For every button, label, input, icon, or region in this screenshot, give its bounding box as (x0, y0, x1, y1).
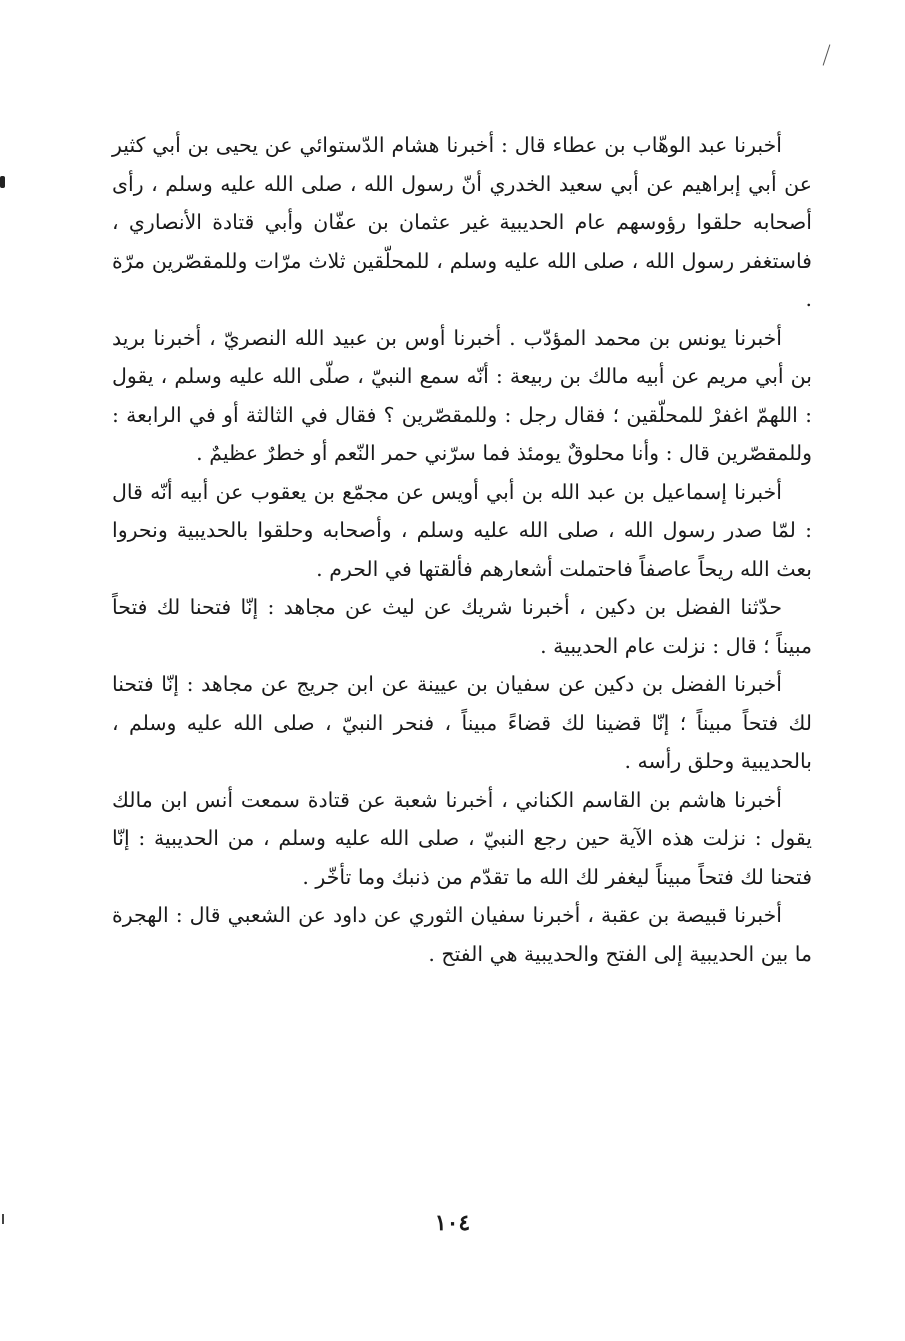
paragraph: أخبرنا الفضل بن دكين عن سفيان بن عيينة عن ابن جريج عن مجاهد : إنّا فتحنا لك فتحاً مبيناً ؛ إنّا قضينا لك قضاءً مبيناً ، فنحر النبيّ ، صلى الله عليه وسلم ، بالحديبية وحلق رأسه . (112, 672, 812, 773)
main-text (112, 126, 812, 973)
paragraph: أخبرنا قبيصة بن عقبة ، أخبرنا سفيان الثوري عن داود عن الشعبي قال : الهجرة ما بين الحديبية إلى الفتح والحديبية هي الفتح . (112, 903, 812, 966)
pen-mark (823, 44, 831, 65)
paragraph: أخبرنا هاشم بن القاسم الكناني ، أخبرنا شعبة عن قتادة سمعت أنس ابن مالك يقول : نزلت هذه الآية حين رجع النبيّ ، صلى الله عليه وسلم ، من الحديبية : إنّا فتحنا لك فتحاً مبيناً ليغفر لك الله ما تقدّم من ذنبك وما تأخّر . (112, 787, 812, 889)
paragraph: أخبرنا يونس بن محمد المؤدّب . أخبرنا أوس بن عبيد الله النصريّ ، أخبرنا بريد بن أبي مريم عن أبيه مالك بن ربيعة : أنّه سمع النبيّ ، صلّى الله عليه وسلم ، يقول : اللهمّ اغفرْ للمحلّقين ؛ فقال رجل : وللمقصّرين ؟ فقال في الثالثة أو في الرابعة : وللمقصّرين قال : وأنا محلوقٌ يومئذ فما سرّني حمر النّعم أو خطرٌ عظيمٌ . (112, 325, 812, 465)
paragraph: أخبرنا عبد الوهّاب بن عطاء قال : أخبرنا هشام الدّستوائي عن يحيى بن أبي كثير عن أبي إبراهيم عن أبي سعيد الخدري أنّ رسول الله ، صلى الله عليه وسلم ، رأى أصحابه حلقوا رؤوسهم عام الحديبية غير عثمان بن عفّان وأبي قتادة الأنصاري ، فاستغفر رسول الله ، صلى الله عليه وسلم ، للمحلّقين ثلاث مرّات وللمقصّرين مرّة . (112, 133, 812, 311)
margin-dot (0, 176, 5, 188)
paragraph: أخبرنا إسماعيل بن عبد الله بن أبي أويس عن مجمّع بن يعقوب عن أبيه أنّه قال : لمّا صدر رسول الله ، صلى الله عليه وسلم ، وأصحابه وحلقوا بالحديبية ونحروا بعث الله ريحاً عاصفاً فاحتملت أشعارهم فألقتها في الحرم . (112, 479, 812, 581)
paragraph: حدّثنا الفضل بن دكين ، أخبرنا شريك عن ليث عن مجاهد : إنّا فتحنا لك فتحاً مبيناً ؛ قال : نزلت عام الحديبية . (112, 595, 812, 658)
page-number: ١٠٤ (434, 1210, 471, 1236)
